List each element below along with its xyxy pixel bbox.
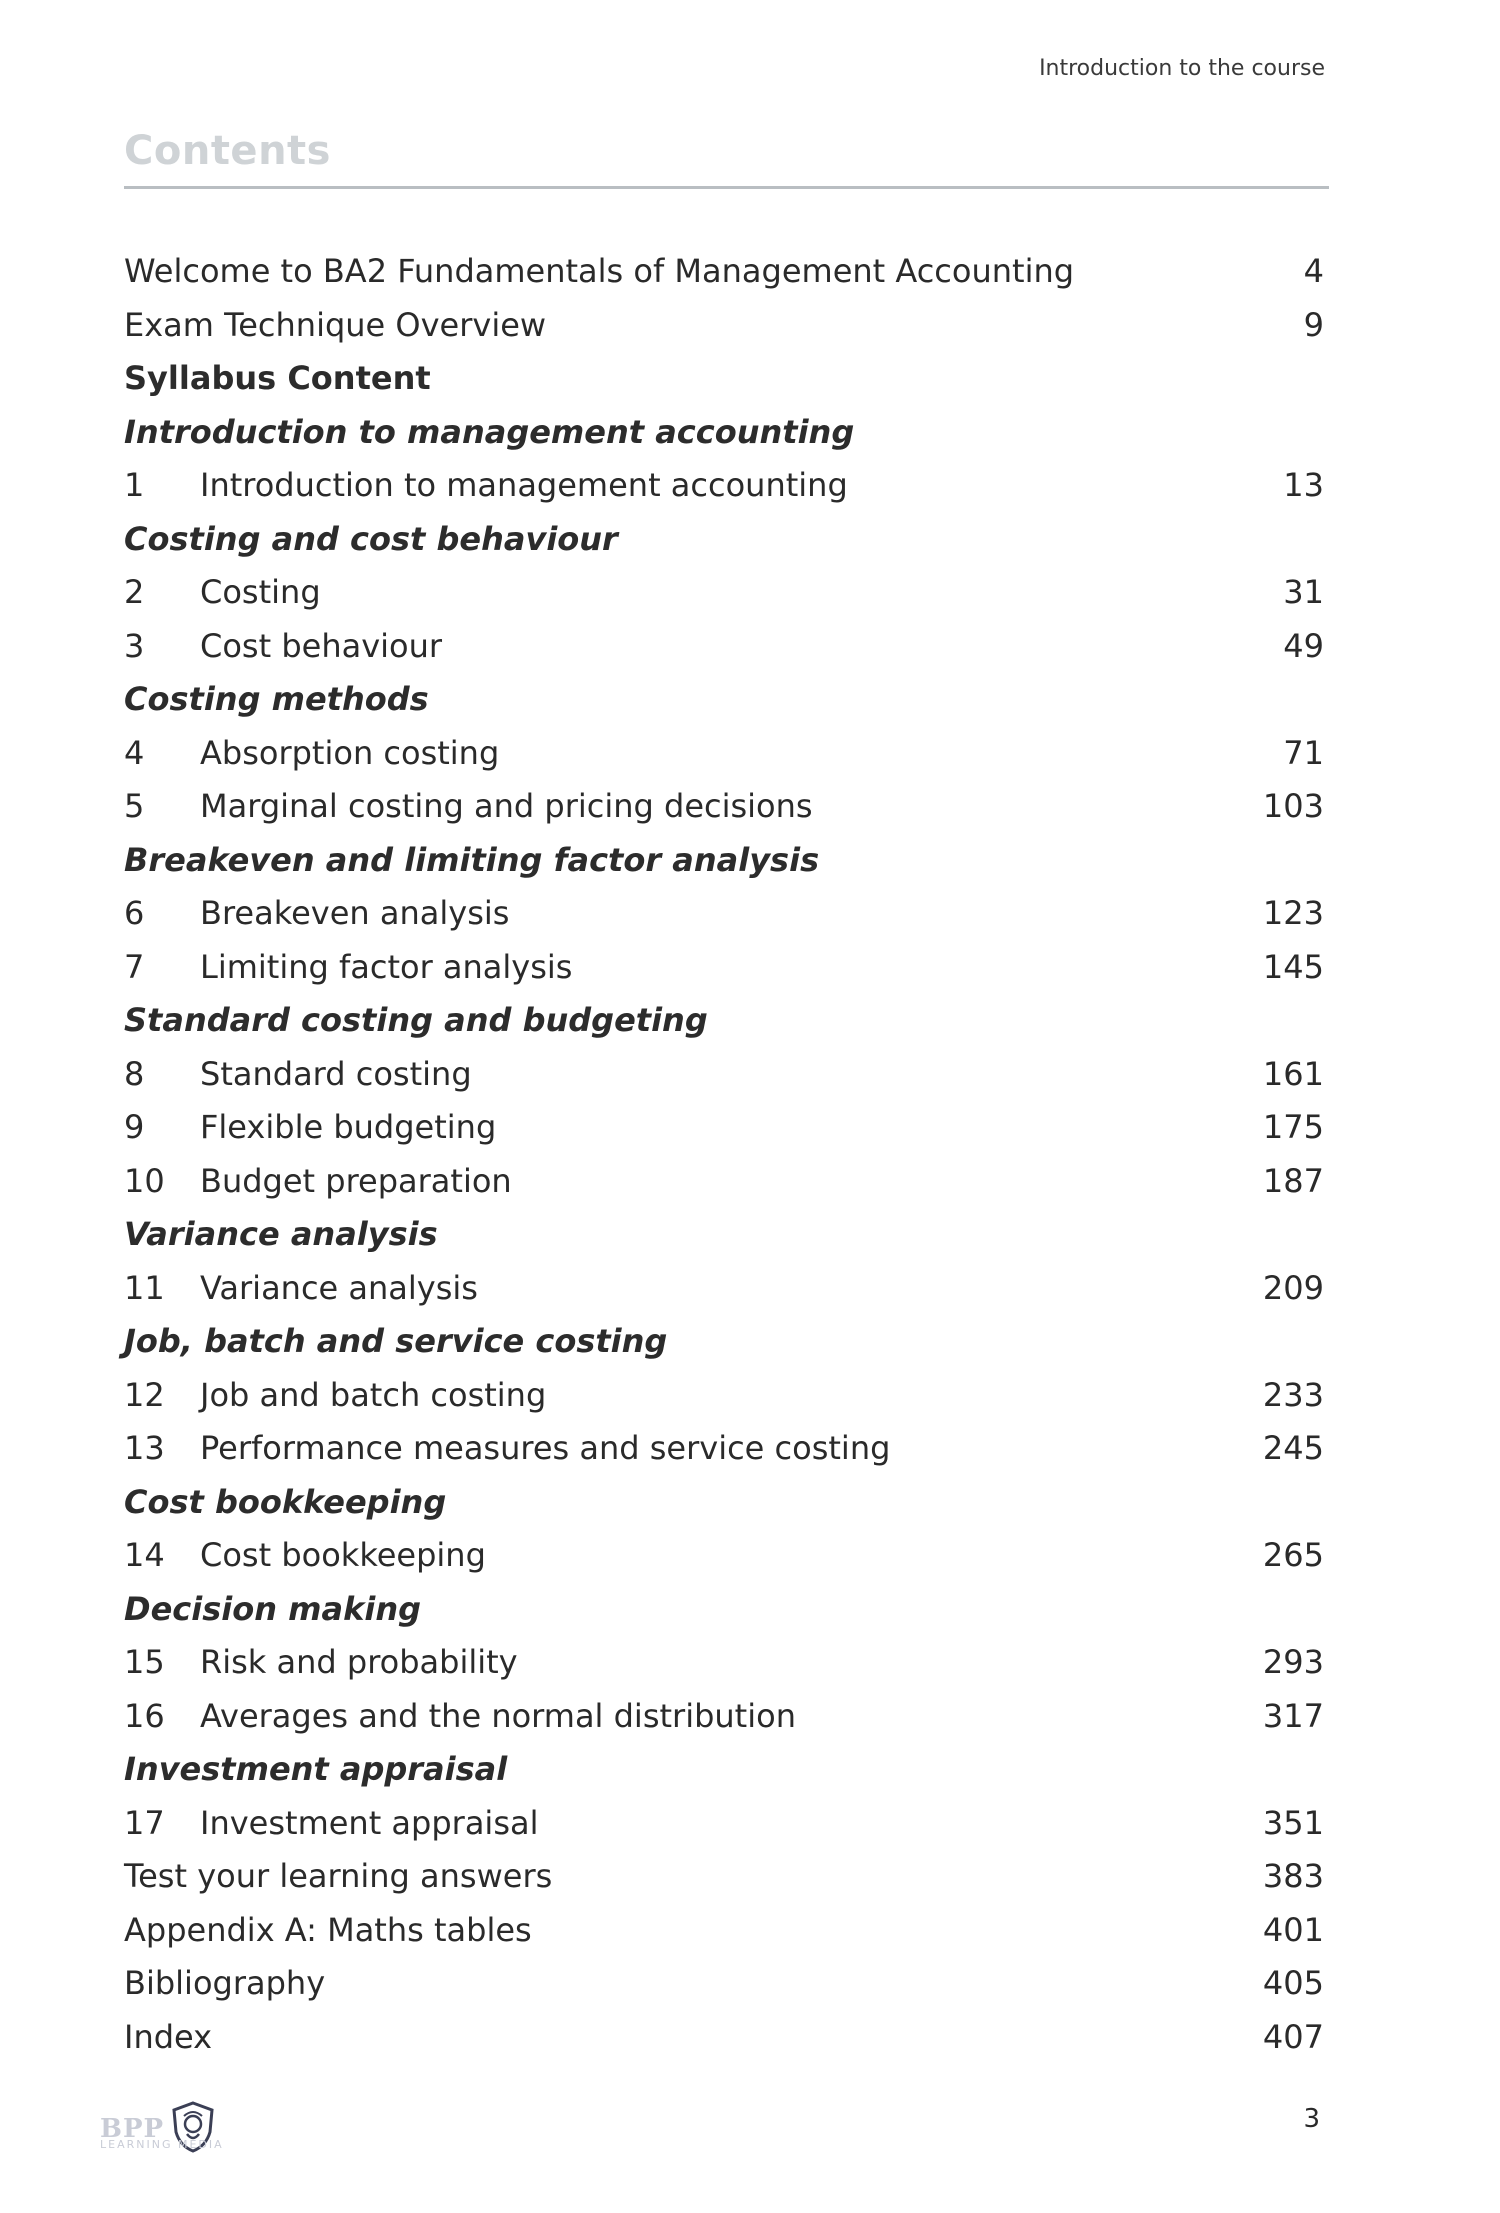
chapter-number: 3 [124, 626, 145, 665]
toc-entry[interactable] [124, 459, 1324, 513]
toc-entry[interactable] [124, 887, 1324, 941]
toc-title: Costing [200, 573, 321, 611]
toc-section-heading [124, 1208, 1324, 1262]
toc-page-number: 245 [1262, 1429, 1324, 1467]
chapter-number: 14 [124, 1536, 165, 1574]
toc-title: Cost bookkeeping [200, 1536, 486, 1574]
toc-title: Appendix A: Maths tables [124, 1910, 532, 1949]
toc-title: Performance measures and service costing [200, 1429, 891, 1467]
toc-page-number: 265 [1262, 1536, 1324, 1574]
toc-page-number: 351 [1262, 1803, 1324, 1842]
toc-title: Job and batch costing [200, 1375, 547, 1414]
page-title: Contents [124, 128, 331, 174]
toc-entry[interactable] [124, 1369, 1324, 1423]
toc-entry[interactable] [124, 566, 1324, 620]
toc-title: Investment appraisal [124, 1750, 508, 1788]
chapter-number: 5 [124, 787, 145, 825]
chapter-number: 2 [124, 573, 145, 611]
toc-title: Introduction to management accounting [200, 466, 848, 504]
chapter-number: 4 [124, 733, 145, 772]
toc-title: Risk and probability [200, 1643, 518, 1681]
toc-page-number: 407 [1262, 2017, 1324, 2056]
toc-title: Absorption costing [200, 733, 500, 772]
toc-page-number: 31 [1283, 573, 1324, 611]
chapter-number: 6 [124, 894, 145, 932]
toc-title: Investment appraisal [200, 1803, 539, 1842]
toc-section-heading [124, 834, 1324, 888]
toc-entry[interactable] [124, 1262, 1324, 1316]
toc-title: Index [124, 2017, 213, 2056]
toc-page-number: 401 [1262, 1910, 1324, 1949]
toc-page-number: 317 [1262, 1696, 1324, 1735]
toc-page-number: 13 [1283, 466, 1324, 504]
toc-entry[interactable] [124, 941, 1324, 995]
toc-page-number: 161 [1262, 1054, 1324, 1093]
chapter-number: 17 [124, 1803, 165, 1842]
toc-page-number: 123 [1262, 894, 1324, 932]
title-rule [124, 186, 1329, 189]
toc-title: Exam Technique Overview [124, 305, 547, 344]
toc-title: Cost bookkeeping [124, 1482, 447, 1521]
toc-heading [124, 352, 1324, 406]
toc-page-number: 71 [1283, 733, 1324, 772]
toc-entry[interactable] [124, 1850, 1324, 1904]
publisher-logo [100, 2100, 224, 2158]
toc-entry[interactable] [124, 1957, 1324, 2011]
toc-section-heading [124, 406, 1324, 460]
toc-title: Welcome to BA2 Fundamentals of Management Accounting [124, 252, 1075, 290]
toc-entry[interactable] [124, 245, 1324, 299]
logo-text: BPP [100, 2114, 165, 2144]
toc-entry[interactable] [124, 1155, 1324, 1209]
toc-title: Costing methods [124, 680, 429, 718]
toc-title: Decision making [124, 1589, 421, 1628]
chapter-number: 10 [124, 1161, 165, 1200]
toc-title: Breakeven and limiting factor analysis [124, 840, 820, 879]
toc-entry[interactable] [124, 1636, 1324, 1690]
toc-title: Marginal costing and pricing decisions [200, 787, 813, 825]
toc-entry[interactable] [124, 780, 1324, 834]
chapter-number: 7 [124, 947, 145, 986]
toc-title: Bibliography [124, 1964, 326, 2002]
toc-entry[interactable] [124, 1101, 1324, 1155]
toc-page-number: 9 [1303, 305, 1324, 344]
toc-title: Budget preparation [200, 1161, 512, 1200]
toc-title: Flexible budgeting [200, 1108, 497, 1146]
toc-page-number: 209 [1262, 1268, 1324, 1307]
toc-entry[interactable] [124, 1797, 1324, 1851]
chapter-number: 16 [124, 1696, 165, 1735]
toc-section-heading [124, 513, 1324, 567]
toc-title: Averages and the normal distribution [200, 1696, 796, 1735]
toc-page-number: 293 [1262, 1643, 1324, 1681]
toc-page-number: 233 [1262, 1375, 1324, 1414]
chapter-number: 12 [124, 1375, 165, 1414]
toc-page-number: 175 [1262, 1108, 1324, 1146]
toc-page-number: 103 [1262, 787, 1324, 825]
toc-entry[interactable] [124, 1422, 1324, 1476]
toc-section-heading [124, 994, 1324, 1048]
toc-section-heading [124, 1476, 1324, 1530]
toc-entry[interactable] [124, 1904, 1324, 1958]
toc-entry[interactable] [124, 620, 1324, 674]
toc-page-number: 383 [1262, 1857, 1324, 1895]
toc-entry[interactable] [124, 2011, 1324, 2065]
logo-tagline: LEARNING MEDIA [100, 2138, 224, 2151]
table-of-contents [124, 245, 1324, 2064]
toc-section-heading [124, 1315, 1324, 1369]
toc-title: Variance analysis [124, 1215, 438, 1253]
toc-entry[interactable] [124, 299, 1324, 353]
toc-entry[interactable] [124, 727, 1324, 781]
toc-title: Standard costing [200, 1054, 472, 1093]
toc-title: Breakeven analysis [200, 894, 510, 932]
toc-page-number: 145 [1262, 947, 1324, 986]
running-header: Introduction to the course [1039, 56, 1325, 81]
page-number: 3 [1303, 2104, 1320, 2134]
toc-page-number: 405 [1262, 1964, 1324, 2002]
toc-title: Syllabus Content [124, 359, 431, 397]
toc-title: Introduction to management accounting [124, 412, 855, 451]
chapter-number: 8 [124, 1054, 145, 1093]
toc-page-number: 49 [1283, 626, 1324, 665]
chapter-number: 9 [124, 1108, 145, 1146]
toc-title: Test your learning answers [124, 1857, 553, 1895]
chapter-number: 11 [124, 1268, 165, 1307]
toc-page-number: 187 [1262, 1161, 1324, 1200]
toc-entry[interactable] [124, 1690, 1324, 1744]
chapter-number: 1 [124, 466, 145, 504]
toc-entry[interactable] [124, 1529, 1324, 1583]
toc-title: Job, batch and service costing [124, 1322, 668, 1360]
toc-title: Standard costing and budgeting [124, 1001, 708, 1039]
toc-entry[interactable] [124, 1048, 1324, 1102]
toc-title: Costing and cost behaviour [124, 519, 618, 558]
toc-title: Variance analysis [200, 1268, 478, 1307]
toc-section-heading [124, 1743, 1324, 1797]
toc-page-number: 4 [1303, 252, 1324, 290]
chapter-number: 15 [124, 1643, 165, 1681]
toc-title: Limiting factor analysis [200, 947, 573, 986]
toc-section-heading [124, 1583, 1324, 1637]
toc-section-heading [124, 673, 1324, 727]
chapter-number: 13 [124, 1429, 165, 1467]
toc-title: Cost behaviour [200, 626, 443, 665]
